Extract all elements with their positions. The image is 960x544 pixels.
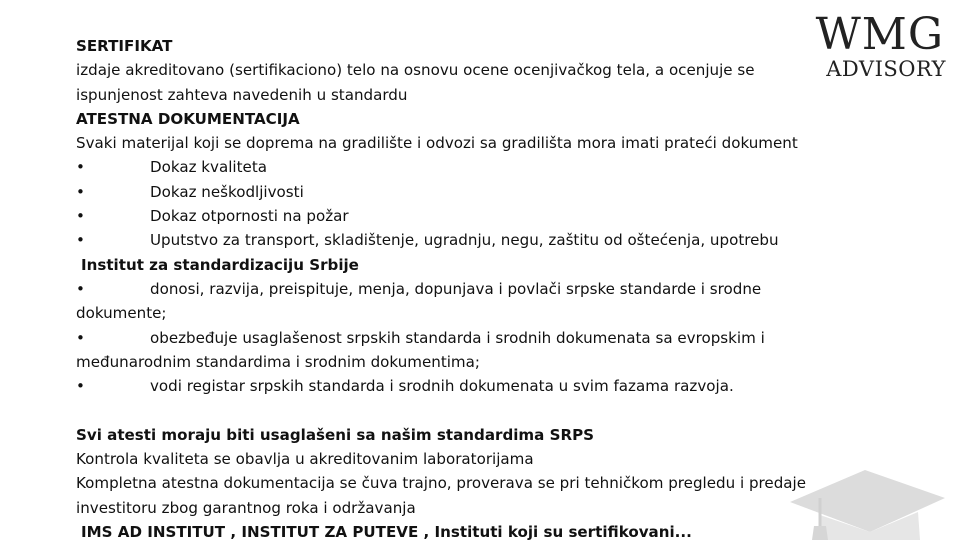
list-item xyxy=(76,180,876,204)
sertifikat-heading: SERTIFIKAT xyxy=(76,37,173,55)
footer-bold-statement: Svi atesti moraju biti usaglašeni sa našim standardima SRPS xyxy=(76,425,595,444)
list-item-continuation: međunarodnim standardima i srodnim dokumentima; xyxy=(76,352,480,371)
list-item-text: donosi, razvija, preispituje, menja, dopunjava i povlači srpske standarde i srodne xyxy=(150,279,762,298)
list-item xyxy=(76,277,876,301)
footer-text-line: Kompletna atestna dokumentacija se čuva trajno, proverava se pri tehničkom pregledu i predaje xyxy=(76,474,807,493)
list-item-text: Uputstvo za transport, skladištenje, ugradnju, negu, zaštitu od oštećenja, upotrebu xyxy=(150,231,779,250)
list-item-continuation: dokumente; xyxy=(76,304,167,323)
list-item xyxy=(76,326,876,350)
bullet-icon: • xyxy=(76,231,85,250)
footer-text-line: investitoru zbog garantnog roka i održavanja xyxy=(76,498,416,517)
list-item xyxy=(76,155,876,179)
spacer xyxy=(76,398,876,422)
bullet-icon: • xyxy=(76,377,85,396)
atestna-heading: ATESTNA DOKUMENTACIJA xyxy=(76,109,300,128)
bullet-icon: • xyxy=(76,279,85,298)
sertifikat-text-line-1: izdaje akreditovano (sertifikaciono) telo na osnovu ocene ocenjivačkog tela, a ocenjuje se xyxy=(76,61,755,80)
list-item xyxy=(76,374,876,398)
list-item xyxy=(76,204,876,228)
bullet-icon: • xyxy=(76,158,85,177)
footer-institutes: IMS AD INSTITUT , INSTITUT ZA PUTEVE , Instituti koji su sertifikovani... xyxy=(81,522,692,541)
bullet-icon: • xyxy=(76,328,85,347)
list-item-text: vodi registar srpskih standarda i srodnih dokumenata u svim fazama razvoja. xyxy=(150,377,734,396)
sertifikat-text-line-2: ispunjenost zahteva navedenih u standardu xyxy=(76,85,408,104)
list-item-text: Dokaz neškodljivosti xyxy=(150,182,304,201)
atestna-intro: Svaki materijal koji se doprema na gradilište i odvozi sa gradilišta mora imati prateći dokument xyxy=(76,134,798,153)
list-item-text: Dokaz otpornosti na požar xyxy=(150,207,349,226)
list-item xyxy=(76,228,876,252)
logo-wordmark-bottom: ADVISORY xyxy=(826,57,946,81)
bullet-icon: • xyxy=(76,207,85,226)
bullet-icon: • xyxy=(76,182,85,201)
list-item-text: Dokaz kvaliteta xyxy=(150,158,267,177)
institut-heading: Institut za standardizaciju Srbije xyxy=(81,255,359,274)
footer-text-line: Kontrola kvaliteta se obavlja u akreditovanim laboratorijama xyxy=(76,450,534,469)
slide-content xyxy=(76,34,876,544)
list-item-text: obezbeđuje usaglašenost srpskih standarda i srodnih dokumenata sa evropskim i xyxy=(150,328,765,347)
logo-wordmark-top: WMG xyxy=(815,9,944,60)
